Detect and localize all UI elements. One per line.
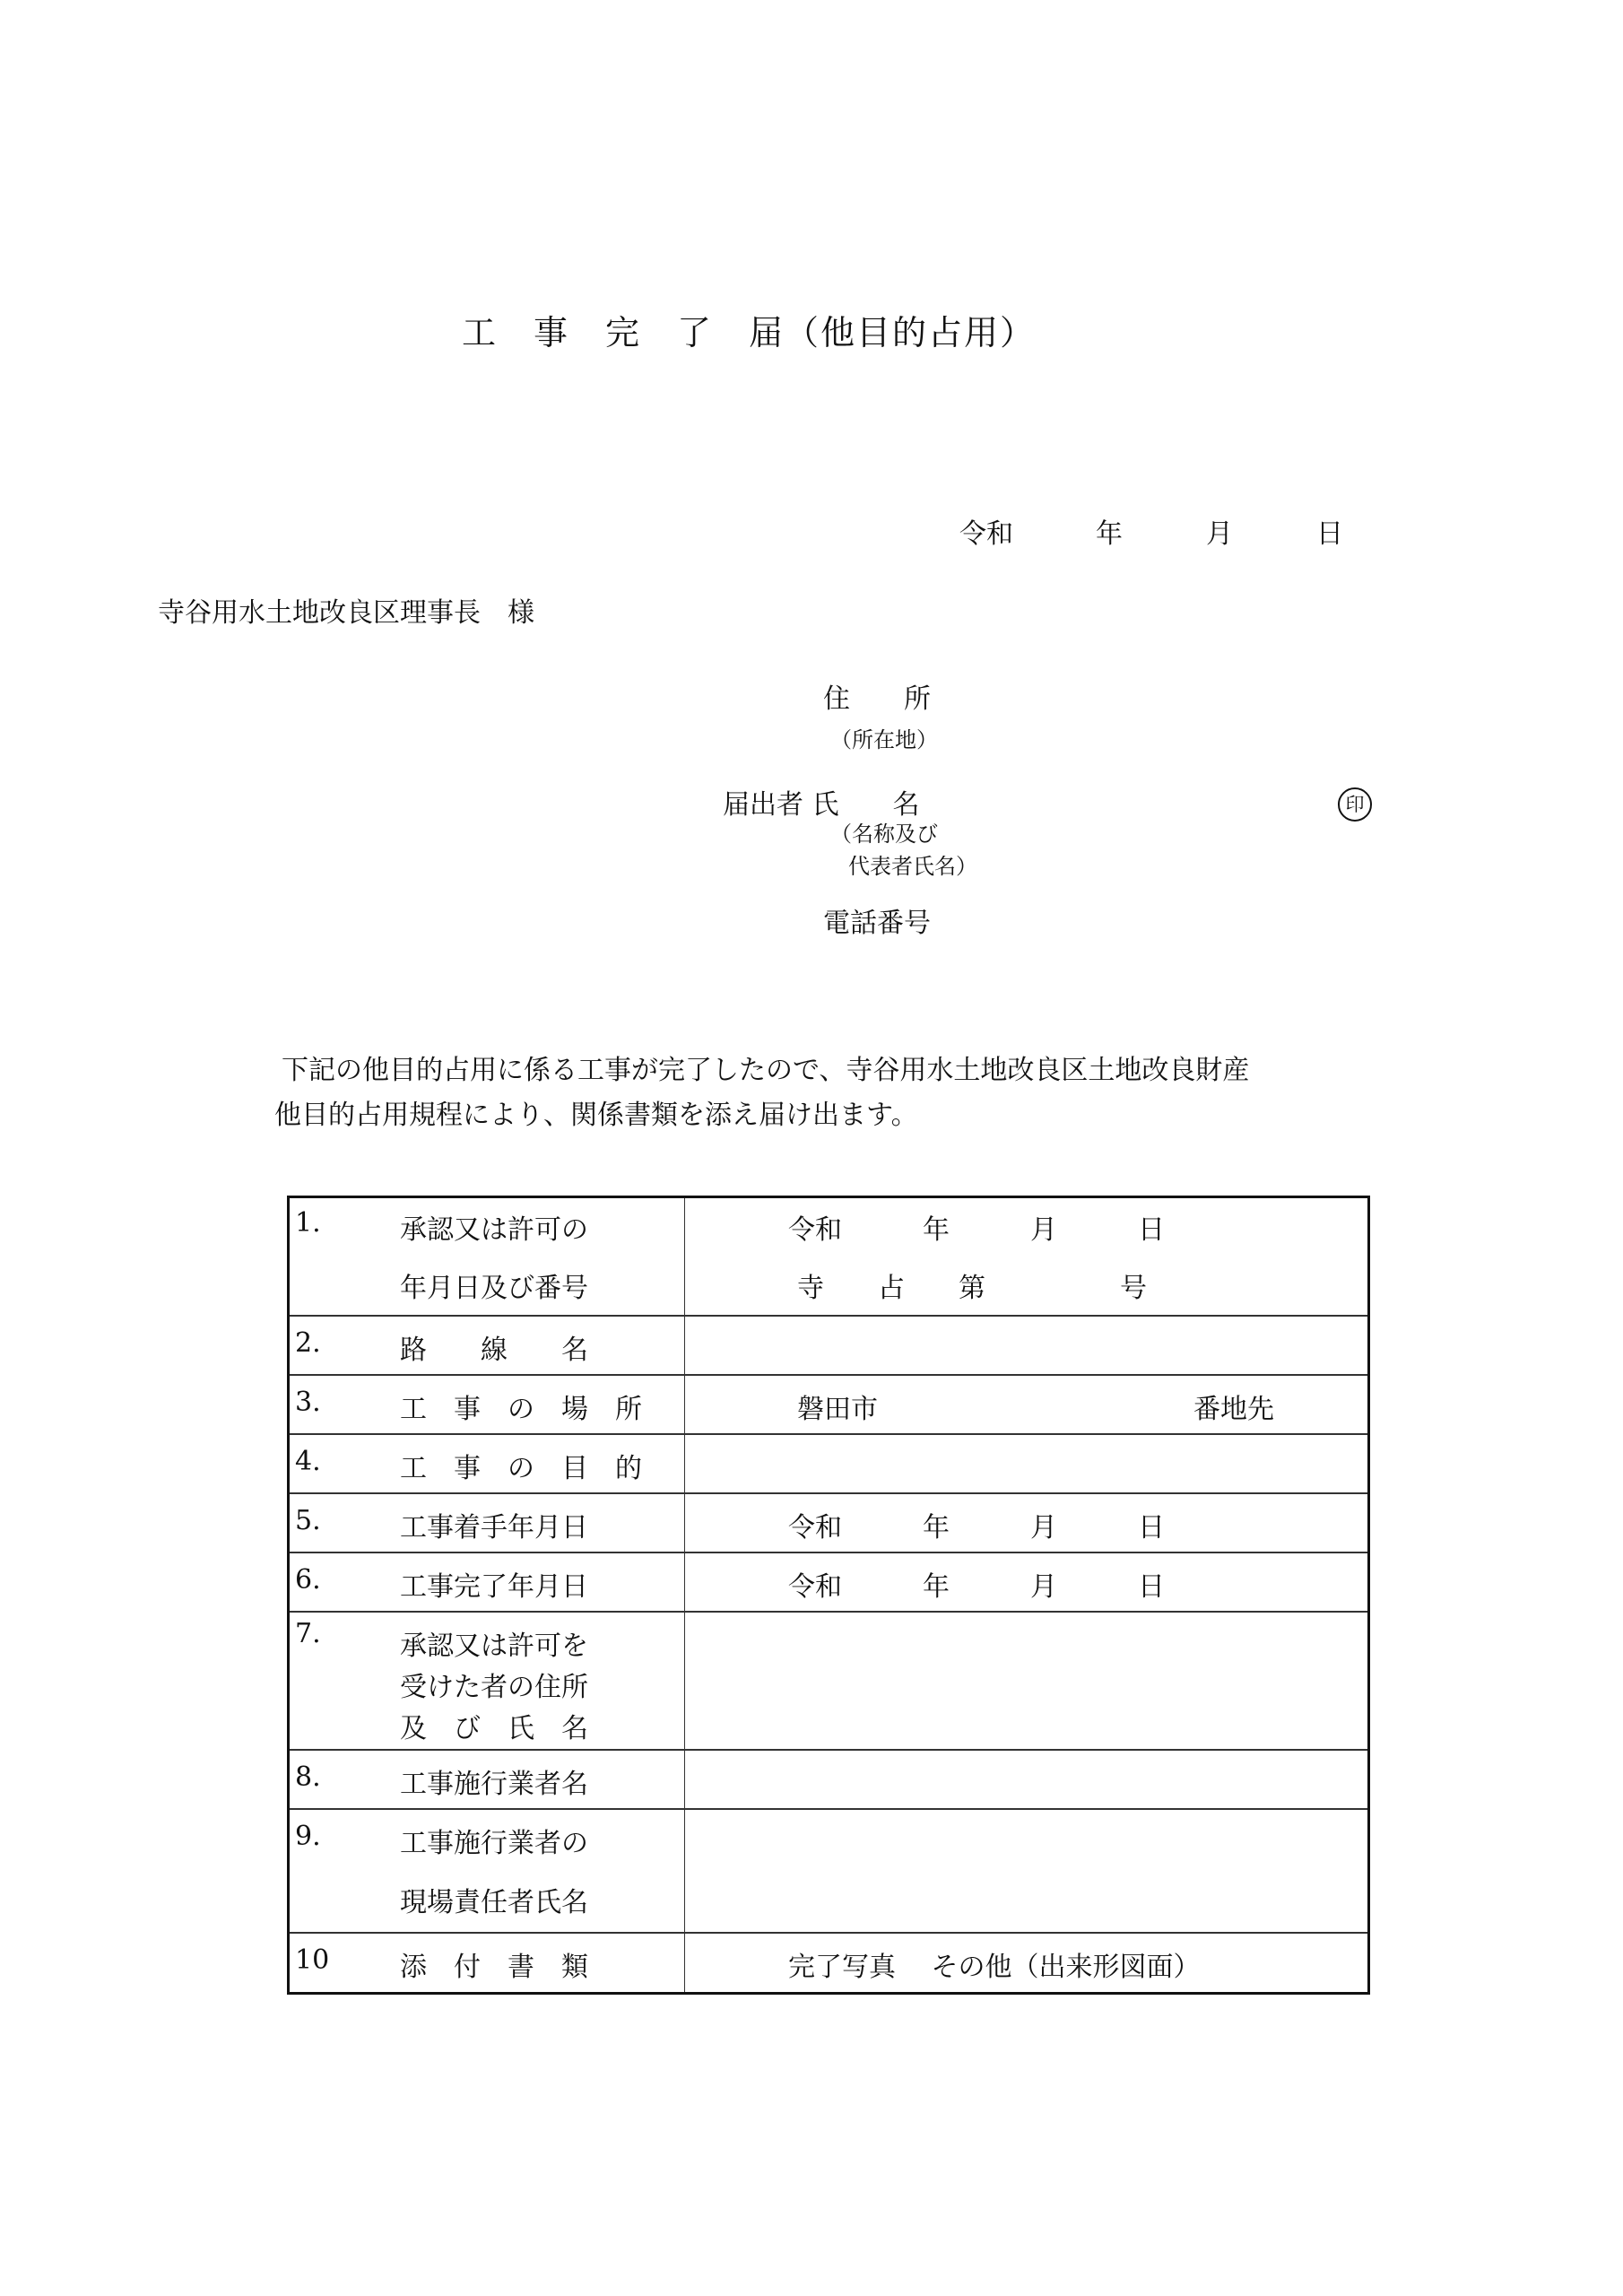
row-label: 工事着手年月日 <box>400 1512 588 1544</box>
row-number: 6. <box>295 1564 321 1596</box>
row-label: 承認又は許可を <box>400 1631 588 1662</box>
address-label: 住 所 <box>823 683 931 715</box>
row-label: 路 線 名 <box>400 1335 588 1366</box>
row-number: 9. <box>295 1821 321 1852</box>
row-label: 添 付 書 類 <box>400 1952 588 1983</box>
table-row <box>290 1749 1367 1810</box>
date-month: 月 <box>1206 518 1233 550</box>
row-number: 2. <box>295 1327 321 1359</box>
table-row <box>290 1492 1367 1553</box>
page-title: 工 事 完 了 届（他目的占用） <box>462 313 1037 352</box>
details-table <box>287 1196 1370 1995</box>
row-value: 完了写真 その他（出来形図面） <box>788 1952 1201 1983</box>
row-label: 工事完了年月日 <box>400 1571 588 1603</box>
table-row <box>290 1198 1367 1315</box>
addressee: 寺谷用水土地改良区理事長 様 <box>158 597 534 629</box>
body-line-2: 他目的占用規程により、関係書類を添え届け出ます。 <box>274 1100 918 1131</box>
name-sub-label-1: （名称及び <box>830 822 938 847</box>
row-label: 工事施行業者の <box>400 1828 588 1859</box>
table-row <box>290 1932 1367 1994</box>
row-number: 10 <box>295 1944 330 1976</box>
table-row <box>290 1374 1367 1435</box>
body-line-1: 下記の他目的占用に係る工事が完了したので、寺谷用水土地改良区土地改良財産 <box>282 1055 1250 1086</box>
row-label: 工 事 の 目 的 <box>400 1453 642 1484</box>
date-year: 年 <box>1096 518 1123 550</box>
table-row <box>290 1315 1367 1376</box>
row-number: 7. <box>295 1618 321 1649</box>
name-label: 届出者 氏 名 <box>723 789 920 821</box>
row-value: 令和 年 月 日 <box>788 1512 1165 1544</box>
row-number: 1. <box>295 1207 321 1239</box>
row-value: 磐田市 <box>797 1394 878 1425</box>
row-label: 承認又は許可の <box>400 1214 588 1246</box>
row-number: 4. <box>295 1446 321 1477</box>
row-value: 番地先 <box>1193 1394 1274 1425</box>
date-day: 日 <box>1316 518 1343 550</box>
row-label: 現場責任者氏名 <box>400 1887 588 1918</box>
name-sub-label-2: 代表者氏名） <box>848 854 977 879</box>
row-label: 及 び 氏 名 <box>400 1713 588 1744</box>
row-number: 5. <box>295 1505 321 1536</box>
row-value: 令和 年 月 日 <box>788 1214 1165 1246</box>
row-label: 工 事 の 場 所 <box>400 1394 642 1425</box>
date-era: 令和 <box>959 518 1013 550</box>
row-number: 3. <box>295 1387 321 1418</box>
table-row <box>290 1808 1367 1934</box>
row-label: 工事施行業者名 <box>400 1769 588 1800</box>
table-row <box>290 1552 1367 1613</box>
seal-icon: 印 <box>1338 787 1372 822</box>
row-number: 8. <box>295 1761 321 1793</box>
address-sub-label: （所在地） <box>830 727 938 752</box>
row-label: 受けた者の住所 <box>400 1672 588 1703</box>
row-value: 令和 年 月 日 <box>788 1571 1165 1603</box>
table-row <box>290 1433 1367 1494</box>
phone-label: 電話番号 <box>823 908 931 939</box>
row-value: 寺 占 第 号 <box>797 1273 1147 1304</box>
table-row <box>290 1611 1367 1751</box>
column-divider <box>684 1198 685 1992</box>
row-label: 年月日及び番号 <box>400 1273 588 1304</box>
